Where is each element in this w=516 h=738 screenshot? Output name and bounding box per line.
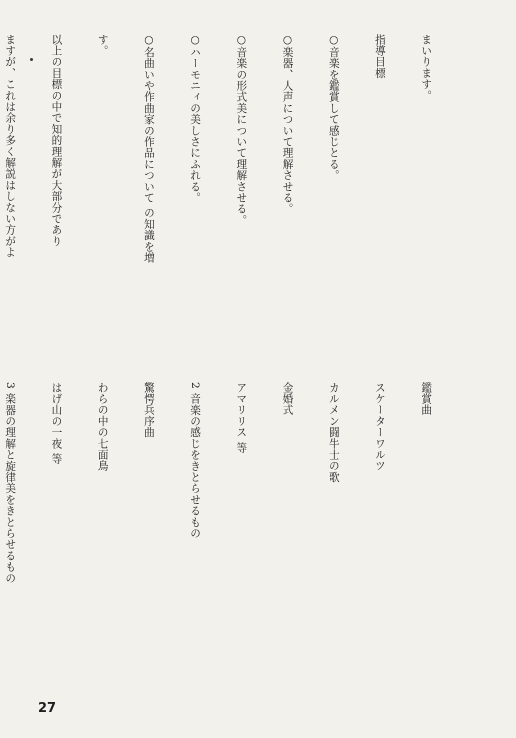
text-line: 3 楽器の理解と旋律美をきとらせるもの xyxy=(4,382,17,584)
text-line: す。 xyxy=(96,34,109,57)
text-line: ますが、これは余り多く解説はしない方がよ xyxy=(4,34,17,258)
text-line: まいります。 xyxy=(420,34,433,102)
text-line: ○名曲いや作曲家の作品について の知識を増 xyxy=(142,34,155,264)
text-line: カルメン闘牛士の歌 xyxy=(327,382,340,483)
text-line: わらの中の七面鳥 xyxy=(96,382,109,472)
ink-spot xyxy=(30,58,33,61)
text-line: 驚愕兵序曲 xyxy=(142,382,155,438)
text-line: スケーターワルツ xyxy=(373,382,386,472)
page-number: 27 xyxy=(38,701,57,716)
text-line: 指導目標 xyxy=(373,34,386,79)
text-line: ○音楽の形式美について理解させる。 xyxy=(235,34,248,226)
text-line: 金婚式 xyxy=(281,382,294,416)
text-line: 2 音楽の感じをきとらせるもの xyxy=(189,382,202,539)
text-line: ○ハーモニィの美しさにふれる。 xyxy=(189,34,202,204)
text-line: 鑑賞曲 xyxy=(420,382,433,416)
text-line: ○音楽を鑑賞して感じとる。 xyxy=(327,34,340,181)
text-line: ○楽器、人声について理解させる。 xyxy=(281,34,294,215)
text-line: はげ山の一夜 等 xyxy=(50,382,63,465)
lower-half-text xyxy=(0,382,464,700)
text-line: アマリリス 等 xyxy=(235,382,248,454)
text-line: 以上の目標の中で知的理解が大部分であり xyxy=(50,34,63,247)
